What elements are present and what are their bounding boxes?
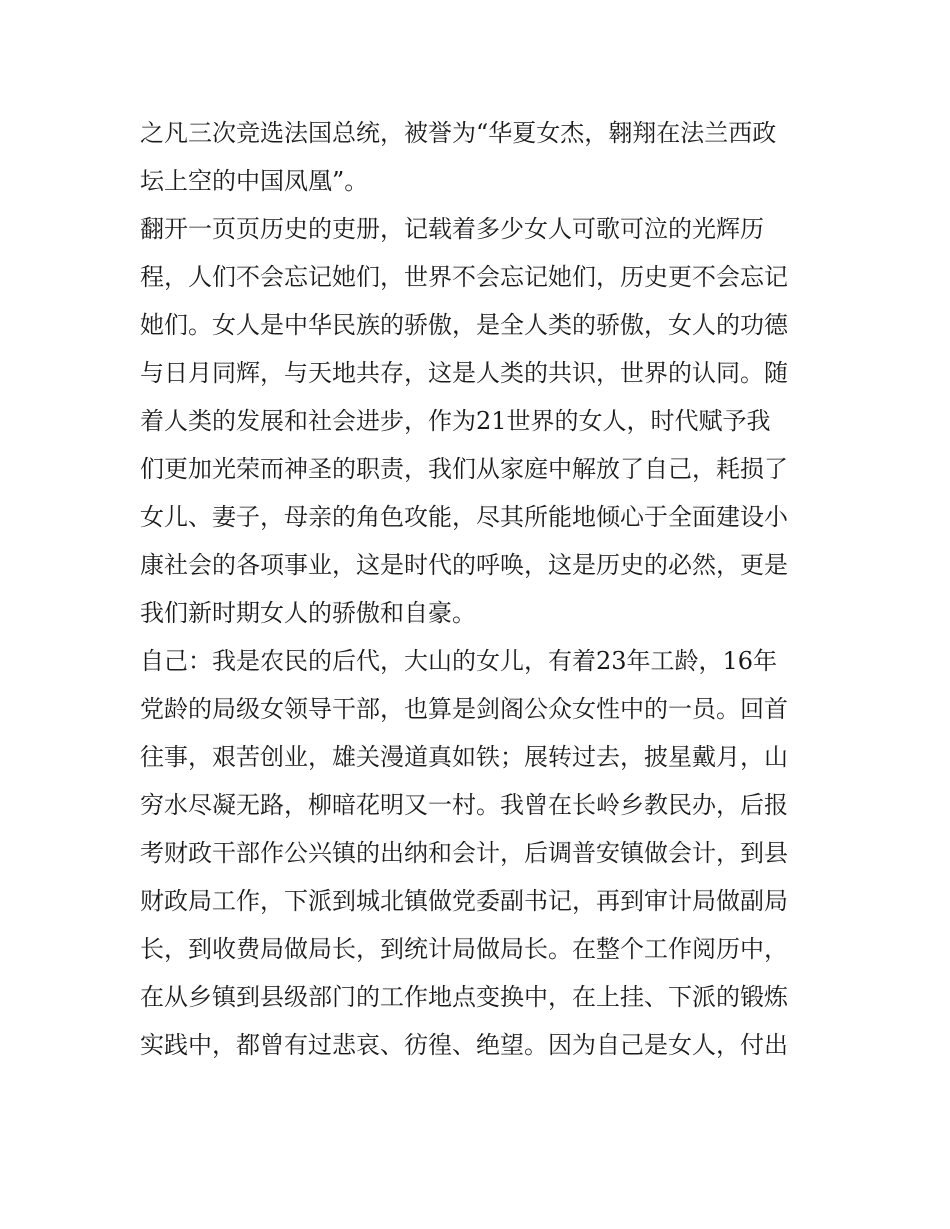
text-line: 康社会的各项事业，这是时代的呼唤，这是历史的必然，更是	[140, 551, 788, 579]
text-line: 坛上空的中国凤凰”。	[140, 167, 369, 195]
text-line: 程，人们不会忘记她们，世界不会忘记她们，历史更不会忘记	[140, 263, 788, 291]
text-line: 我们新时期女人的骄傲和自豪。	[140, 599, 476, 627]
text-line: 她们。女人是中华民族的骄傲，是全人类的骄傲，女人的功德	[140, 311, 788, 339]
text-line: 女儿、妻子，母亲的角色攻能，尽其所能地倾心于全面建设小	[140, 503, 788, 531]
text-line: 考财政干部作公兴镇的出纳和会计，后调普安镇做会计，到县	[140, 839, 788, 867]
text-line: 着人类的发展和社会进步，作为21世界的女人，时代赋予我	[140, 407, 771, 435]
body-text	[140, 109, 820, 1069]
text-line: 翻开一页页历史的吏册，记载着多少女人可歌可泣的光辉历	[140, 215, 764, 243]
text-line: 往事，艰苦创业，雄关漫道真如铁；展转过去，披星戴月，山	[140, 743, 788, 771]
text-line: 穷水尽凝无路，柳暗花明又一村。我曾在长岭乡教民办，后报	[140, 791, 788, 819]
text-line: 长，到收费局做局长，到统计局做局长。在整个工作阅历中，	[140, 935, 788, 963]
text-line: 党龄的局级女领导干部，也算是剑阁公众女性中的一员。回首	[140, 695, 788, 723]
text-line: 们更加光荣而神圣的职责，我们从家庭中解放了自己，耗损了	[140, 455, 788, 483]
text-line: 实践中，都曾有过悲哀、彷徨、绝望。因为自己是女人，付出	[140, 1031, 788, 1059]
text-line: 财政局工作，下派到城北镇做党委副书记，再到审计局做副局	[140, 887, 788, 915]
text-line: 自己：我是农民的后代，大山的女儿，有着23年工龄，16年	[140, 647, 778, 675]
text-line: 之凡三次竞选法国总统，被誉为“华夏女杰，翱翔在法兰西政	[140, 119, 777, 147]
text-line: 与日月同辉，与天地共存，这是人类的共识，世界的认同。随	[140, 359, 788, 387]
text-line: 在从乡镇到县级部门的工作地点变换中，在上挂、下派的锻炼	[140, 983, 788, 1011]
